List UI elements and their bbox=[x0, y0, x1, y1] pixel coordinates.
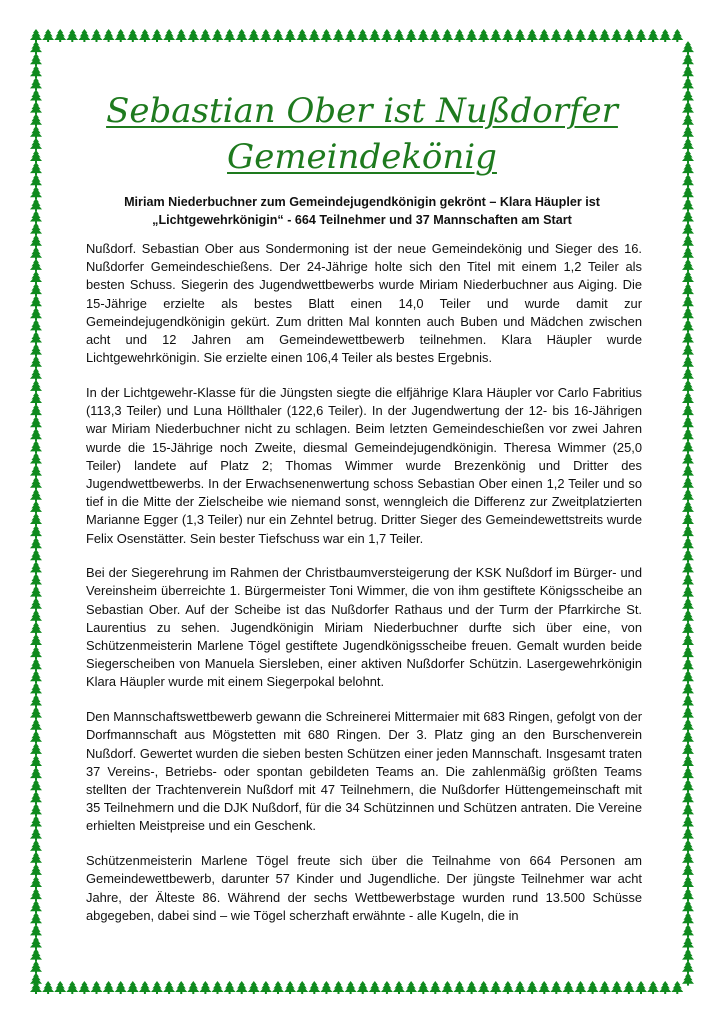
fir-tree-icon bbox=[526, 29, 538, 42]
fir-tree-icon bbox=[30, 41, 42, 54]
fir-tree-icon bbox=[429, 981, 441, 994]
fir-tree-icon bbox=[30, 949, 42, 962]
fir-tree-icon bbox=[30, 840, 42, 853]
fir-tree-icon bbox=[502, 29, 514, 42]
fir-tree-icon bbox=[30, 211, 42, 224]
fir-tree-icon bbox=[30, 90, 42, 103]
fir-tree-icon bbox=[682, 743, 694, 756]
fir-tree-icon bbox=[30, 332, 42, 345]
fir-tree-icon bbox=[54, 981, 66, 994]
fir-tree-icon bbox=[30, 126, 42, 139]
fir-tree-icon bbox=[30, 380, 42, 393]
fir-tree-icon bbox=[30, 561, 42, 574]
fir-tree-icon bbox=[30, 876, 42, 889]
fir-tree-icon bbox=[91, 981, 103, 994]
fir-tree-icon bbox=[682, 77, 694, 90]
fir-tree-icon bbox=[357, 29, 369, 42]
fir-tree-icon bbox=[139, 981, 151, 994]
fir-tree-icon bbox=[441, 29, 453, 42]
paragraph: Schützenmeisterin Marlene Tögel freute sich über die Teilnahme von 664 Personen am Gemeindewettbewerb, darunter 57 Kinder und Jugendliche. Der jüngste Teilnehmer war acht Jahre, der Älteste 86. Während der sechs Wettbewerbstage wurden rund 13.500 Schüsse abgegeben, dabei sind – wie Tögel scherzhaft erwähnte - alle Kugeln, die in bbox=[86, 853, 642, 923]
fir-tree-icon bbox=[345, 981, 357, 994]
fir-tree-icon bbox=[682, 549, 694, 562]
fir-tree-icon bbox=[236, 981, 248, 994]
fir-tree-icon bbox=[30, 344, 42, 357]
fir-tree-icon bbox=[30, 77, 42, 90]
fir-tree-icon bbox=[30, 900, 42, 913]
fir-tree-icon bbox=[30, 888, 42, 901]
fir-tree-icon bbox=[635, 29, 647, 42]
fir-tree-icon bbox=[30, 102, 42, 115]
fir-tree-icon bbox=[187, 981, 199, 994]
fir-tree-icon bbox=[514, 981, 526, 994]
fir-tree-icon bbox=[682, 211, 694, 224]
fir-tree-icon bbox=[30, 973, 42, 986]
fir-tree-icon bbox=[647, 29, 659, 42]
fir-tree-icon bbox=[562, 981, 574, 994]
fir-tree-icon bbox=[30, 477, 42, 490]
fir-tree-icon bbox=[682, 646, 694, 659]
fir-tree-icon bbox=[42, 29, 54, 42]
fir-tree-icon bbox=[466, 981, 478, 994]
fir-tree-icon bbox=[30, 247, 42, 260]
fir-tree-icon bbox=[320, 29, 332, 42]
fir-tree-icon bbox=[682, 477, 694, 490]
fir-tree-icon bbox=[562, 29, 574, 42]
fir-tree-icon bbox=[30, 803, 42, 816]
fir-tree-icon bbox=[682, 440, 694, 453]
fir-tree-icon bbox=[224, 981, 236, 994]
fir-tree-icon bbox=[30, 537, 42, 550]
fir-tree-icon bbox=[682, 41, 694, 54]
fir-tree-icon bbox=[369, 29, 381, 42]
fir-tree-icon bbox=[682, 658, 694, 671]
fir-tree-icon bbox=[682, 150, 694, 163]
fir-tree-icon bbox=[260, 981, 272, 994]
fir-tree-icon bbox=[30, 634, 42, 647]
fir-tree-icon bbox=[381, 29, 393, 42]
fir-tree-icon bbox=[682, 791, 694, 804]
fir-tree-icon bbox=[682, 525, 694, 538]
fir-tree-icon bbox=[30, 731, 42, 744]
fir-tree-icon bbox=[30, 574, 42, 587]
fir-tree-icon bbox=[212, 29, 224, 42]
fir-tree-icon bbox=[478, 29, 490, 42]
fir-tree-icon bbox=[682, 719, 694, 732]
fir-tree-icon bbox=[682, 961, 694, 974]
fir-tree-icon bbox=[30, 465, 42, 478]
fir-tree-icon bbox=[151, 981, 163, 994]
fir-tree-icon bbox=[682, 186, 694, 199]
fir-tree-icon bbox=[682, 489, 694, 502]
fir-tree-icon bbox=[682, 453, 694, 466]
fir-tree-icon bbox=[30, 53, 42, 66]
fir-tree-icon bbox=[30, 162, 42, 175]
article-subtitle bbox=[90, 193, 634, 229]
fir-tree-icon bbox=[682, 695, 694, 708]
fir-tree-icon bbox=[30, 924, 42, 937]
fir-tree-icon bbox=[682, 755, 694, 768]
fir-tree-icon bbox=[103, 29, 115, 42]
fir-tree-icon bbox=[682, 271, 694, 284]
paragraph: Bei der Siegerehrung im Rahmen der Christbaumversteigerung der KSK Nußdorf im Bürger- und Vereinsheim überreichte 1. Bürgermeister Toni Wimmer, die von ihm gestiftete Königsscheibe an Sebastian Ober. Auf der Scheibe ist das Nußdorfer Rathaus und der Turm der Pfarrkirche St. Laurentius zu sehen. Jugendkönigin Miriam Niederbuchner durfte sich über eine, von Schützenmeisterin Marlene Tögel gestiftete Jugendkönigsscheibe freuen. Gemalt wurden beide Siegerscheiben von Manuela Siersleben, einer aktiven Nußdorfer Schützin. Lasergewehrkönigin Klara Häupler wurde mit einem Siegerpokal belohnt. bbox=[86, 565, 642, 690]
fir-tree-icon bbox=[163, 29, 175, 42]
fir-tree-icon bbox=[682, 174, 694, 187]
fir-tree-icon bbox=[682, 513, 694, 526]
fir-tree-icon bbox=[490, 981, 502, 994]
fir-tree-icon bbox=[682, 803, 694, 816]
fir-tree-icon bbox=[682, 670, 694, 683]
fir-tree-icon bbox=[30, 912, 42, 925]
fir-tree-icon bbox=[30, 695, 42, 708]
fir-tree-icon bbox=[538, 29, 550, 42]
fir-tree-icon bbox=[127, 981, 139, 994]
fir-tree-icon bbox=[30, 767, 42, 780]
fir-tree-icon bbox=[30, 525, 42, 538]
fir-tree-icon bbox=[30, 295, 42, 308]
fir-tree-icon bbox=[369, 981, 381, 994]
fir-tree-icon bbox=[30, 319, 42, 332]
fir-tree-icon bbox=[682, 53, 694, 66]
fir-tree-icon bbox=[345, 29, 357, 42]
paragraph: In der Lichtgewehr-Klasse für die Jüngsten siegte die elfjährige Klara Häupler vor Carlo Fabritius (113,3 Teiler) und Luna Höllthaler (122,6 Teiler). In der Jugendwertung der 12- bis 16-Jährigen war Miriam Niederbuchner nicht zu schlagen. Beim letzten Gemeindeschießen vor zwei Jahren wurde die 15-Jährige noch Zweite, diesmal Gemeindejugendkönigin. Theresa Wimmer (25,0 Teiler) landete auf Platz 2; Thomas Wimmer wurde Brezenkönig und Dritter des Jugendwettbewerbs. In der Erwachsenenwertung schoss Sebastian Ober einen 1,2 Teiler und so tief in die Mitte der Zielscheibe wie niemand sonst, wenngleich die Differenz zur Zweitplatzierten Marianne Egger (1,3 Teiler) nur ein Zehntel betrug. Dritter Sieger des Gemeindewettstreits wurde Felix Osenstätter. Sein bester Tiefschuss war ein 1,7 Teiler. bbox=[86, 384, 642, 546]
fir-tree-icon bbox=[587, 981, 599, 994]
fir-tree-icon bbox=[526, 981, 538, 994]
fir-tree-icon bbox=[682, 561, 694, 574]
fir-tree-icon bbox=[30, 307, 42, 320]
fir-tree-icon bbox=[682, 731, 694, 744]
fir-tree-icon bbox=[30, 283, 42, 296]
fir-tree-icon bbox=[682, 259, 694, 272]
fir-tree-icon bbox=[127, 29, 139, 42]
fir-tree-icon bbox=[296, 29, 308, 42]
fir-tree-icon bbox=[682, 598, 694, 611]
fir-tree-icon bbox=[538, 981, 550, 994]
fir-tree-icon bbox=[682, 126, 694, 139]
fir-tree-icon bbox=[30, 150, 42, 163]
fir-tree-icon bbox=[682, 368, 694, 381]
fir-tree-icon bbox=[30, 404, 42, 417]
fir-tree-icon bbox=[30, 114, 42, 127]
fir-tree-icon bbox=[320, 981, 332, 994]
fir-tree-icon bbox=[30, 259, 42, 272]
fir-tree-icon bbox=[478, 981, 490, 994]
fir-tree-icon bbox=[599, 29, 611, 42]
fir-tree-icon bbox=[260, 29, 272, 42]
fir-tree-icon bbox=[575, 981, 587, 994]
fir-tree-icon bbox=[682, 235, 694, 248]
fir-tree-icon bbox=[30, 489, 42, 502]
fir-tree-icon bbox=[682, 816, 694, 829]
fir-tree-icon bbox=[682, 888, 694, 901]
fir-tree-icon bbox=[682, 779, 694, 792]
fir-tree-icon bbox=[212, 981, 224, 994]
fir-tree-icon bbox=[682, 65, 694, 78]
fir-tree-icon bbox=[308, 29, 320, 42]
fir-tree-icon bbox=[30, 513, 42, 526]
fir-tree-icon bbox=[393, 29, 405, 42]
fir-tree-icon bbox=[682, 864, 694, 877]
fir-tree-icon bbox=[175, 981, 187, 994]
fir-tree-icon bbox=[30, 743, 42, 756]
fir-tree-icon bbox=[682, 198, 694, 211]
fir-tree-icon bbox=[682, 428, 694, 441]
fir-tree-icon bbox=[502, 981, 514, 994]
fir-tree-icon bbox=[490, 29, 502, 42]
fir-tree-icon bbox=[550, 29, 562, 42]
fir-tree-icon bbox=[671, 981, 683, 994]
fir-tree-icon bbox=[30, 501, 42, 514]
fir-tree-icon bbox=[405, 981, 417, 994]
paragraph: Den Mannschaftswettbewerb gewann die Schreinerei Mittermaier mit 683 Ringen, gefolgt von der Dorfmannschaft aus Mögstetten mit 680 Ringen. Der 3. Platz ging an den Burschenverein Nußdorf. Gewertet wurden die sieben besten Schützen einer jeden Mannschaft. Insgesamt traten 37 Vereins-, Betriebs- oder spontan gebildeten Teams an. Die zahlenmäßig größten Teams stellten der Trachtenverein Nußdorf mit 47 Teilnehmern, die Nußdorfer Hüttengemeinschaft mit 35 Teilnehmern und die DJK Nußdorf, für die 34 Schützinnen und Schützen antraten. Die Vereine erhielten Meistpreise und ein Geschenk. bbox=[86, 709, 642, 834]
fir-tree-icon bbox=[30, 174, 42, 187]
fir-tree-icon bbox=[175, 29, 187, 42]
fir-tree-icon bbox=[623, 29, 635, 42]
fir-tree-icon bbox=[30, 392, 42, 405]
fir-tree-icon bbox=[284, 981, 296, 994]
fir-tree-icon bbox=[671, 29, 683, 42]
fir-tree-icon bbox=[429, 29, 441, 42]
fir-tree-icon bbox=[54, 29, 66, 42]
fir-tree-icon bbox=[163, 981, 175, 994]
fir-tree-icon bbox=[682, 912, 694, 925]
fir-tree-icon bbox=[30, 428, 42, 441]
fir-tree-icon bbox=[199, 29, 211, 42]
fir-tree-icon bbox=[381, 981, 393, 994]
fir-tree-icon bbox=[357, 981, 369, 994]
fir-tree-icon bbox=[30, 852, 42, 865]
fir-tree-icon bbox=[682, 610, 694, 623]
fir-tree-icon bbox=[139, 29, 151, 42]
fir-tree-icon bbox=[284, 29, 296, 42]
fir-tree-icon bbox=[682, 973, 694, 986]
fir-tree-icon bbox=[393, 981, 405, 994]
fir-tree-icon bbox=[575, 29, 587, 42]
fir-tree-icon bbox=[236, 29, 248, 42]
fir-tree-icon bbox=[454, 29, 466, 42]
fir-tree-icon bbox=[42, 981, 54, 994]
fir-tree-icon bbox=[30, 453, 42, 466]
fir-tree-icon bbox=[417, 29, 429, 42]
subtitle-line-2: „Lichtgewehrkönigin“ - 664 Teilnehmer und 37 Mannschaften am Start bbox=[152, 213, 572, 227]
fir-tree-icon bbox=[30, 816, 42, 829]
fir-tree-icon bbox=[30, 368, 42, 381]
fir-tree-icon bbox=[199, 981, 211, 994]
fir-tree-icon bbox=[682, 223, 694, 236]
fir-tree-icon bbox=[682, 114, 694, 127]
fir-tree-icon bbox=[682, 319, 694, 332]
fir-tree-icon bbox=[682, 501, 694, 514]
fir-tree-icon bbox=[30, 961, 42, 974]
fir-tree-icon bbox=[682, 90, 694, 103]
fir-tree-icon bbox=[30, 29, 42, 42]
fir-tree-icon bbox=[151, 29, 163, 42]
fir-tree-icon bbox=[333, 981, 345, 994]
fir-tree-icon bbox=[682, 283, 694, 296]
fir-tree-icon bbox=[30, 198, 42, 211]
fir-tree-icon bbox=[30, 440, 42, 453]
fir-tree-icon bbox=[514, 29, 526, 42]
title-line-2: Gemeindekönig bbox=[227, 137, 497, 177]
fir-tree-icon bbox=[115, 981, 127, 994]
fir-tree-icon bbox=[682, 924, 694, 937]
fir-tree-icon bbox=[272, 981, 284, 994]
fir-tree-icon bbox=[635, 981, 647, 994]
fir-tree-icon bbox=[599, 981, 611, 994]
fir-tree-icon bbox=[78, 981, 90, 994]
fir-tree-icon bbox=[682, 404, 694, 417]
fir-tree-icon bbox=[30, 65, 42, 78]
fir-tree-icon bbox=[682, 876, 694, 889]
fir-tree-icon bbox=[103, 981, 115, 994]
fir-tree-icon bbox=[682, 307, 694, 320]
fir-tree-icon bbox=[682, 344, 694, 357]
fir-tree-icon bbox=[682, 574, 694, 587]
fir-tree-icon bbox=[66, 29, 78, 42]
fir-tree-icon bbox=[66, 981, 78, 994]
fir-tree-icon bbox=[682, 247, 694, 260]
fir-tree-icon bbox=[682, 162, 694, 175]
fir-tree-icon bbox=[682, 586, 694, 599]
fir-tree-icon bbox=[30, 186, 42, 199]
fir-tree-icon bbox=[296, 981, 308, 994]
fir-tree-icon bbox=[30, 719, 42, 732]
fir-tree-icon bbox=[466, 29, 478, 42]
fir-tree-icon bbox=[682, 767, 694, 780]
fir-tree-icon bbox=[611, 981, 623, 994]
fir-tree-icon bbox=[30, 779, 42, 792]
fir-tree-icon bbox=[30, 828, 42, 841]
fir-tree-icon bbox=[30, 937, 42, 950]
fir-tree-icon bbox=[682, 949, 694, 962]
fir-tree-icon bbox=[441, 981, 453, 994]
fir-tree-icon bbox=[682, 416, 694, 429]
fir-tree-icon bbox=[333, 29, 345, 42]
fir-tree-icon bbox=[30, 791, 42, 804]
fir-tree-icon bbox=[30, 682, 42, 695]
article-title bbox=[60, 88, 664, 180]
fir-tree-icon bbox=[30, 235, 42, 248]
fir-tree-icon bbox=[417, 981, 429, 994]
fir-tree-icon bbox=[30, 755, 42, 768]
fir-tree-icon bbox=[30, 658, 42, 671]
fir-tree-icon bbox=[682, 537, 694, 550]
fir-tree-icon bbox=[30, 223, 42, 236]
fir-tree-icon bbox=[187, 29, 199, 42]
fir-tree-icon bbox=[78, 29, 90, 42]
fir-tree-icon bbox=[682, 852, 694, 865]
fir-tree-icon bbox=[682, 828, 694, 841]
fir-tree-icon bbox=[272, 29, 284, 42]
fir-tree-icon bbox=[308, 981, 320, 994]
fir-tree-icon bbox=[682, 622, 694, 635]
fir-tree-icon bbox=[682, 102, 694, 115]
fir-tree-icon bbox=[454, 981, 466, 994]
fir-tree-icon bbox=[682, 682, 694, 695]
fir-tree-icon bbox=[30, 138, 42, 151]
fir-tree-icon bbox=[30, 271, 42, 284]
fir-tree-icon bbox=[682, 392, 694, 405]
fir-tree-icon bbox=[30, 598, 42, 611]
fir-tree-icon bbox=[30, 610, 42, 623]
fir-tree-icon bbox=[682, 707, 694, 720]
fir-tree-icon bbox=[224, 29, 236, 42]
fir-tree-icon bbox=[682, 634, 694, 647]
fir-tree-icon bbox=[659, 29, 671, 42]
fir-tree-icon bbox=[611, 29, 623, 42]
fir-tree-icon bbox=[30, 864, 42, 877]
fir-tree-icon bbox=[682, 380, 694, 393]
fir-tree-icon bbox=[682, 937, 694, 950]
fir-tree-icon bbox=[30, 622, 42, 635]
fir-tree-icon bbox=[30, 670, 42, 683]
fir-tree-icon bbox=[30, 646, 42, 659]
fir-tree-icon bbox=[647, 981, 659, 994]
fir-tree-icon bbox=[682, 138, 694, 151]
subtitle-line-1: Miriam Niederbuchner zum Gemeindejugendkönigin gekrönt – Klara Häupler ist bbox=[124, 195, 600, 209]
fir-tree-icon bbox=[659, 981, 671, 994]
fir-tree-icon bbox=[682, 295, 694, 308]
fir-tree-icon bbox=[623, 981, 635, 994]
fir-tree-icon bbox=[587, 29, 599, 42]
fir-tree-icon bbox=[30, 707, 42, 720]
fir-tree-icon bbox=[91, 29, 103, 42]
fir-tree-icon bbox=[30, 586, 42, 599]
fir-tree-icon bbox=[248, 981, 260, 994]
fir-tree-icon bbox=[682, 356, 694, 369]
fir-tree-icon bbox=[682, 840, 694, 853]
title-line-1: Sebastian Ober ist Nußdorfer bbox=[106, 91, 618, 131]
fir-tree-icon bbox=[248, 29, 260, 42]
article-body bbox=[86, 240, 642, 941]
fir-tree-icon bbox=[30, 356, 42, 369]
fir-tree-icon bbox=[682, 465, 694, 478]
fir-tree-icon bbox=[682, 900, 694, 913]
fir-tree-icon bbox=[30, 549, 42, 562]
fir-tree-icon bbox=[30, 416, 42, 429]
fir-tree-icon bbox=[405, 29, 417, 42]
paragraph: Nußdorf. Sebastian Ober aus Sondermoning ist der neue Gemeindekönig und Sieger des 16. Nußdorfer Gemeindeschießens. Der 24-Jährige holte sich den Titel mit einem 1,2 Teiler als besten Schuss. Siegerin des Jugendwettbewerbs wurde Miriam Niederbuchner aus Aiging. Die 15-Jährige erzielte als bestes Blatt einen 14,0 Teiler und wurde damit zur Gemeindejugendkönigin gekürt. Zum dritten Mal konnten auch Buben und Mädchen zwischen acht und 12 Jahren am Gemeindewettbewerb teilnehmen. Klara Häupler wurde Lichtgewehrkönigin. Sie erzielte einen 106,4 Teiler als bestes Ergebnis. bbox=[86, 241, 642, 366]
fir-tree-icon bbox=[550, 981, 562, 994]
fir-tree-icon bbox=[115, 29, 127, 42]
fir-tree-icon bbox=[682, 332, 694, 345]
